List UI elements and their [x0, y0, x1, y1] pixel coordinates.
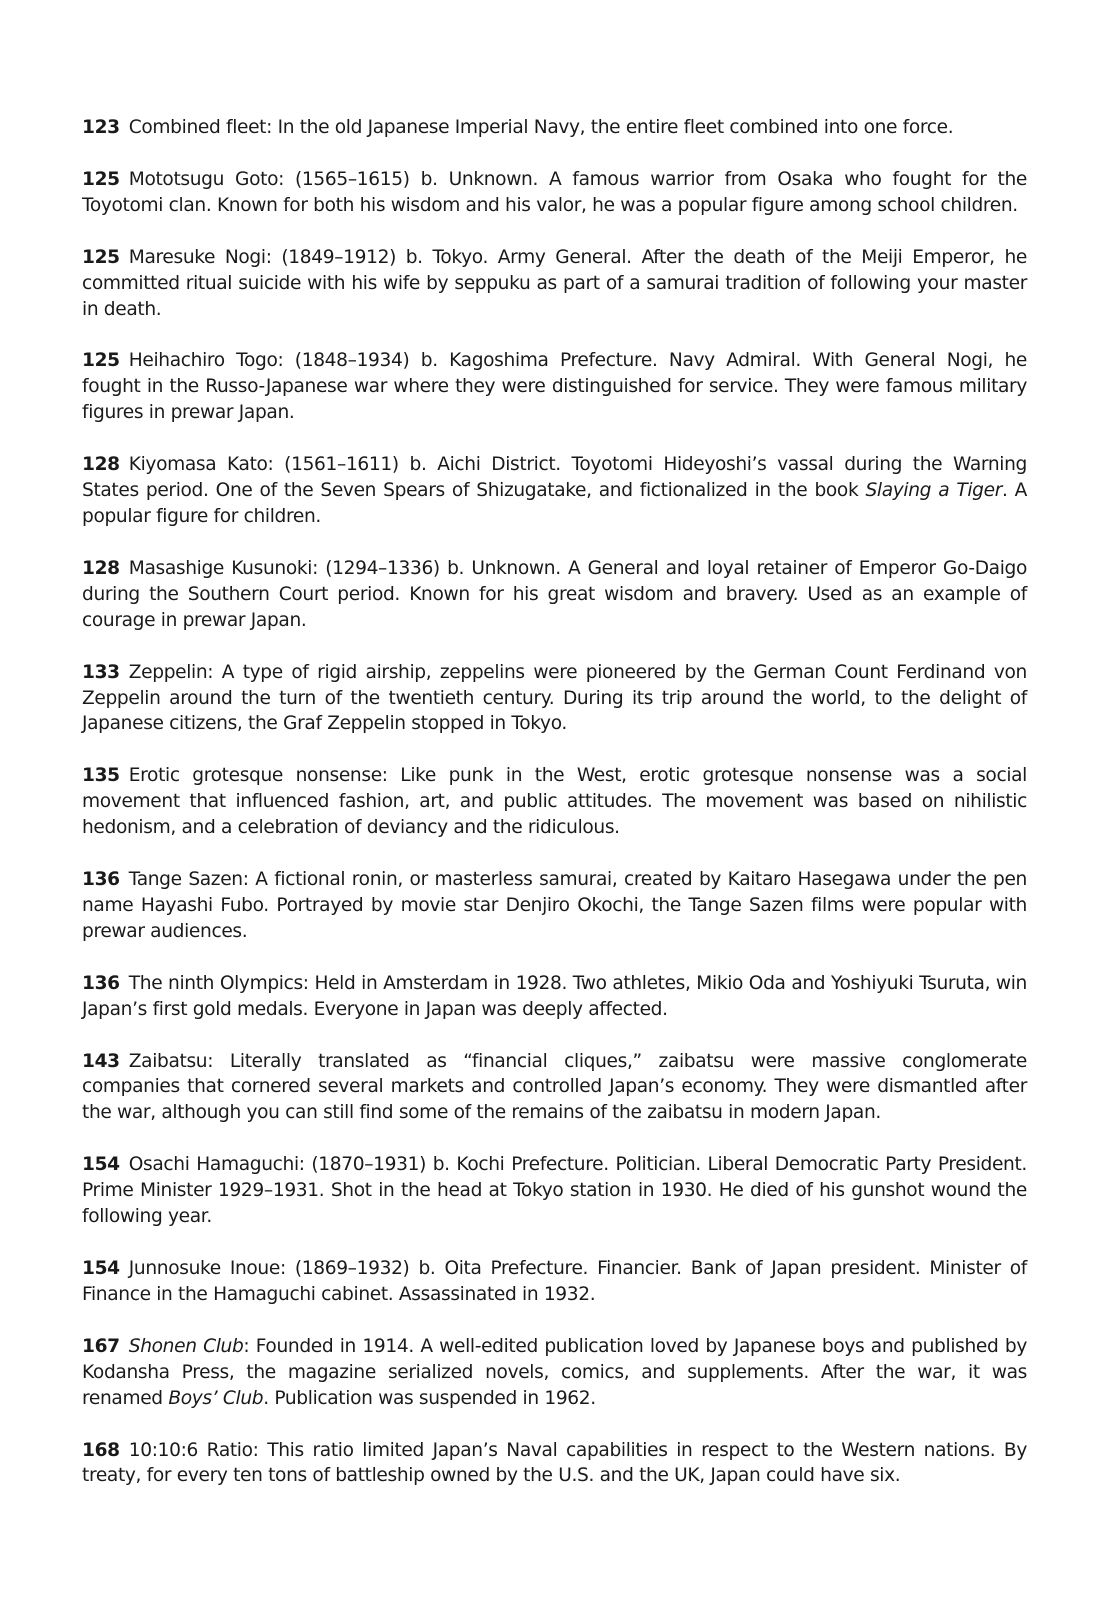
- note-title-italic: Slaying a Tiger: [865, 480, 1002, 502]
- note-entry: [82, 1256, 1027, 1308]
- note-text: Erotic grotesque nonsense: Like punk in the West, erotic grotesque nonsense was a social movement that influenced fashion, art, and public attitudes. The movement was based on nihilistic hedonism, and a celebration of deviancy and the ridiculous.: [82, 765, 1027, 839]
- note-page-number: 136: [82, 869, 120, 891]
- note-page-number: 168: [82, 1439, 120, 1461]
- note-entry: [82, 1152, 1027, 1230]
- note-text: The ninth Olympics: Held in Amsterdam in 1928. Two athletes, Mikio Oda and Yoshiyuki Tsuruta, win Japan’s first gold medals. Everyone in Japan was deeply affected.: [82, 972, 1027, 1020]
- note-entry: [82, 763, 1027, 841]
- note-entry: [82, 1438, 1027, 1490]
- note-entry: [82, 1334, 1027, 1412]
- note-text: Mototsugu Goto: (1565–1615) b. Unknown. A famous warrior from Osaka who fought for the Toyotomi clan. Known for both his wisdom and his valor, he was a popular figure among school children.: [82, 168, 1027, 216]
- note-entry: [82, 867, 1027, 945]
- note-entry: [82, 245, 1027, 323]
- note-entry: [82, 167, 1027, 219]
- note-page-number: 167: [82, 1335, 120, 1357]
- note-page-number: 128: [82, 454, 120, 476]
- notes-page: [82, 115, 1027, 1515]
- note-title-italic: Boys’ Club: [168, 1387, 264, 1409]
- note-text: Tange Sazen: A fictional ronin, or masterless samurai, created by Kaitaro Hasegawa under the pen name Hayashi Fubo. Portrayed by movie star Denjiro Okochi, the Tange Sazen films were popular with prewar audiences.: [82, 869, 1027, 942]
- note-entry: [82, 1049, 1027, 1127]
- note-page-number: 123: [82, 117, 120, 138]
- note-page-number: 143: [82, 1050, 120, 1072]
- note-entry: [82, 348, 1027, 426]
- note-text: Masashige Kusunoki: (1294–1336) b. Unknown. A General and loyal retainer of Emperor Go-Daigo during the Southern Court period. Known for his great wisdom and bravery. Used as an example of courage in prewar Japan.: [82, 557, 1027, 631]
- note-text: : Founded in 1914. A well-edited publication loved by Japanese boys and published by Kodansha Press, the magazine serialized novels, comics, and supplements. After the war, it was renamed: [82, 1335, 1027, 1409]
- note-page-number: 128: [82, 557, 120, 579]
- note-page-number: 133: [82, 661, 120, 683]
- note-text: Heihachiro Togo: (1848–1934) b. Kagoshima Prefecture. Navy Admiral. With General Nogi, he fought in the Russo-Japanese war where they were distinguished for service. They were famous military figures in prewar Japan.: [82, 350, 1027, 424]
- note-text: Osachi Hamaguchi: (1870–1931) b. Kochi Prefecture. Politician. Liberal Democratic Party President. Prime Minister 1929–1931. Shot in the head at Tokyo station in 1930. He died of his gunshot wound the following year.: [82, 1154, 1027, 1228]
- note-text: Combined fleet: In the old Japanese Imperial Navy, the entire fleet combined into one force.: [128, 117, 954, 138]
- note-text: 10:10:6 Ratio: This ratio limited Japan’s Naval capabilities in respect to the Western nations. By treaty, for every ten tons of battleship owned by the U.S. and the UK, Japan could have six.: [82, 1439, 1027, 1487]
- note-text: . A popular figure for children.: [82, 480, 1028, 527]
- note-text: . Publication was suspended in 1962.: [263, 1387, 596, 1409]
- note-entry: [82, 556, 1027, 634]
- note-text: Junnosuke Inoue: (1869–1932) b. Oita Prefecture. Financier. Bank of Japan president. Minister of Finance in the Hamaguchi cabinet. Assassinated in 1932.: [82, 1258, 1027, 1305]
- note-entry: [82, 971, 1027, 1023]
- note-text: Maresuke Nogi: (1849–1912) b. Tokyo. Army General. After the death of the Meiji Emperor, he committed ritual suicide with his wife by seppuku as part of a samurai tradition of following your master in death.: [82, 246, 1027, 320]
- note-page-number: 125: [82, 168, 120, 190]
- note-page-number: 154: [82, 1258, 120, 1279]
- note-page-number: 125: [82, 246, 120, 268]
- note-page-number: 154: [82, 1154, 120, 1176]
- note-text: Zaibatsu: Literally translated as “financial cliques,” zaibatsu were massive conglomerate companies that cornered several markets and controlled Japan’s economy. They were dismantled after the war, although you can still find some of the remains of the zaibatsu in modern Japan.: [82, 1050, 1027, 1124]
- note-text: Kiyomasa Kato: (1561–1611) b. Aichi District. Toyotomi Hideyoshi’s vassal during the Warning States period. One of the Seven Spears of Shizugatake, and fictionalized in the book: [82, 454, 1027, 502]
- note-page-number: 125: [82, 350, 120, 372]
- note-text: Zeppelin: A type of rigid airship, zeppelins were pioneered by the German Count Ferdinand von Zeppelin around the turn of the twentieth century. During its trip around the world, to the delight of Japanese citizens, the Graf Zeppelin stopped in Tokyo.: [82, 661, 1027, 735]
- note-title-italic: Shonen Club: [128, 1335, 244, 1357]
- note-entry: [82, 115, 1027, 141]
- note-entry: [82, 660, 1027, 738]
- note-entry: [82, 452, 1027, 530]
- note-page-number: 136: [82, 972, 120, 994]
- note-page-number: 135: [82, 765, 120, 787]
